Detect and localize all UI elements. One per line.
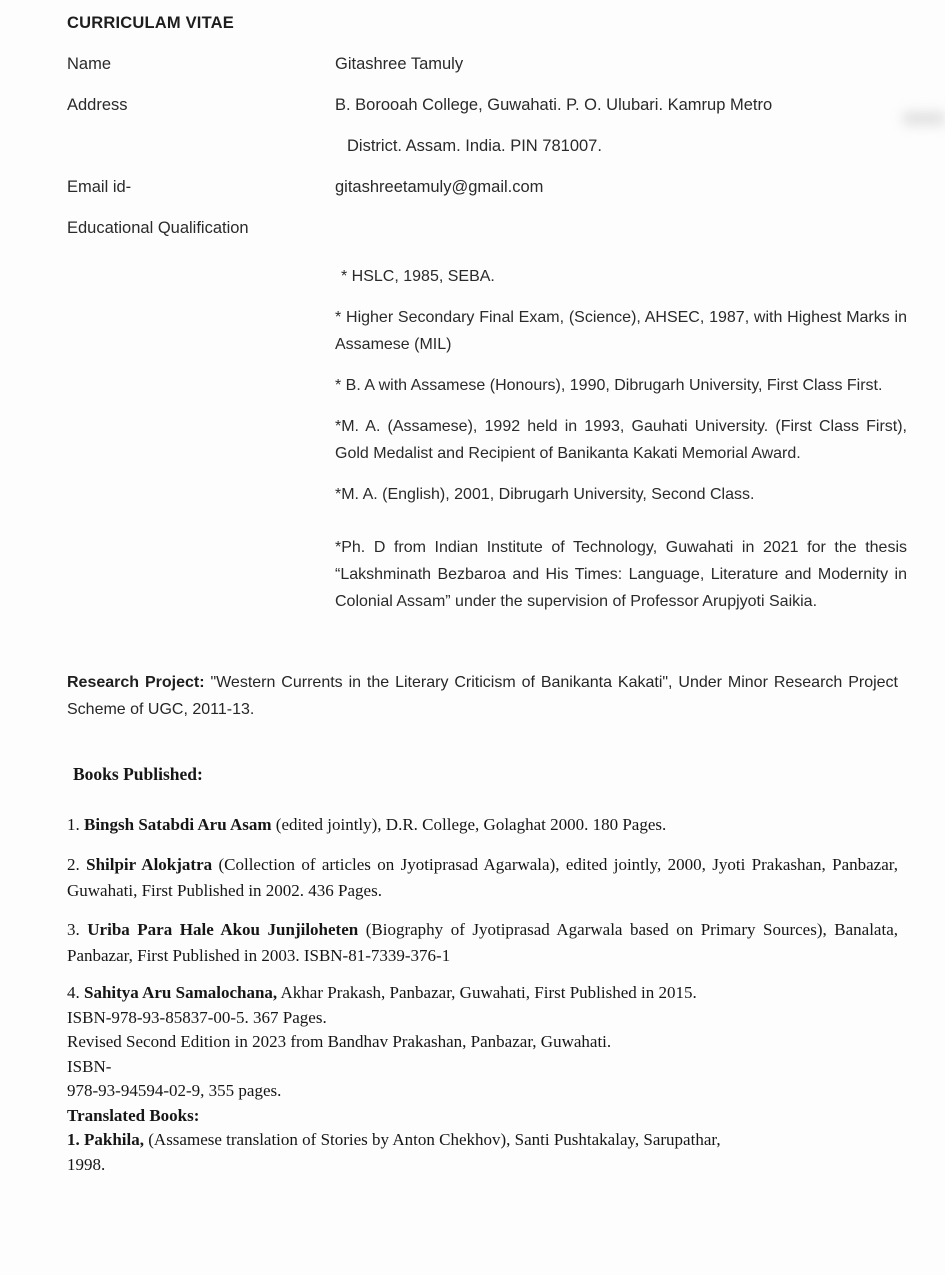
book-title: Sahitya Aru Samalochana, xyxy=(84,983,278,1002)
book-item-4-isbn1: ISBN-978-93-85837-00-5. 367 Pages. xyxy=(67,1007,327,1027)
book-details: (edited jointly), D.R. College, Golaghat 2000. 180 Pages. xyxy=(271,815,667,834)
contact-info-section xyxy=(67,56,898,237)
translated-book-item-1-year: 1998. xyxy=(67,1154,106,1174)
qualification-hs-final: * Higher Secondary Final Exam, (Science), AHSEC, 1987, with Highest Marks in Assamese (MIL) xyxy=(335,309,907,353)
translated-book-details: (Assamese translation of Stories by Anton Chekhov), Santi Pushtakalay, Sarupathar, xyxy=(144,1130,721,1149)
info-row-address-continued xyxy=(67,138,898,155)
book-number: 4. xyxy=(67,983,84,1002)
qualification-ma-english: *M. A. (English), 2001, Dibrugarh University, Second Class. xyxy=(335,486,755,503)
research-project-heading: Research Project: xyxy=(67,674,205,691)
qualification-ba: * B. A with Assamese (Honours), 1990, Dibrugarh University, First Class First. xyxy=(335,377,883,394)
address-value-line1: B. Borooah College, Guwahati. P. O. Ulubari. Kamrup Metro xyxy=(335,96,773,114)
book-title: Shilpir Alokjatra xyxy=(86,855,213,874)
name-label: Name xyxy=(67,55,112,73)
book-item-4-revised: Revised Second Edition in 2023 from Bandhav Prakashan, Panbazar, Guwahati. xyxy=(67,1032,612,1051)
book-number: 1. xyxy=(67,815,84,834)
book-number: 2. xyxy=(67,855,87,874)
address-label: Address xyxy=(67,96,128,114)
translated-books-section xyxy=(67,1104,898,1178)
book-item-4-line1 xyxy=(67,981,898,1006)
book-title: Bingsh Satabdi Aru Asam xyxy=(84,815,272,834)
email-label: Email id- xyxy=(67,178,132,196)
qualification-hslc: * HSLC, 1985, SEBA. xyxy=(341,268,495,285)
book-item-2 xyxy=(67,852,898,904)
translated-book-title: 1. Pakhila, xyxy=(67,1130,144,1149)
translated-books-heading: Translated Books: xyxy=(67,1105,200,1125)
qualification-phd: *Ph. D from Indian Institute of Technology, Guwahati in 2021 for the thesis “Lakshminath Bezbaroa and His Times: Language, Literature and Modernity in Colonial Assam” under the supervision of Professor Arupjyoti Saikia. xyxy=(335,539,907,610)
education-heading: Educational Qualification xyxy=(67,219,249,237)
book-item-4 xyxy=(67,981,898,1104)
info-row-education-heading xyxy=(67,220,898,237)
book-details: (Biography of Jyotiprasad Agarwala based on Primary Sources), Banalata, Panbazar, First Published in 2003. ISBN-81-7339-376-1 xyxy=(67,920,898,965)
book-item-1 xyxy=(67,812,898,838)
book-item-4-isbn2b: 978-93-94594-02-9, 355 pages. xyxy=(67,1081,282,1100)
name-value: Gitashree Tamuly xyxy=(335,55,464,73)
info-row-name xyxy=(67,56,898,73)
books-section xyxy=(67,765,898,1177)
info-row-address xyxy=(67,97,898,114)
book-details: Akhar Prakash, Panbazar, Guwahati, First Published in 2015. xyxy=(277,983,697,1002)
book-number: 3. xyxy=(67,920,88,939)
email-value: gitashreetamuly@gmail.com xyxy=(335,178,544,196)
research-project-paragraph xyxy=(67,669,898,723)
qualification-ma-assamese: *M. A. (Assamese), 1992 held in 1993, Gauhati University. (First Class First), Gold Medalist and Recipient of Banikanta Kakati Memorial Award. xyxy=(335,418,907,462)
address-label-blank xyxy=(67,138,335,155)
page-title: CURRICULAM VITAE xyxy=(67,14,234,32)
book-item-4-isbn2a: ISBN- xyxy=(67,1056,112,1076)
book-details: (Collection of articles on Jyotiprasad Agarwala), edited jointly, 2000, Jyoti Prakashan, Panbazar, Guwahati, First Published in 2002. 436 Pages. xyxy=(67,855,899,900)
info-row-email xyxy=(67,179,898,196)
translated-book-item-1 xyxy=(67,1128,898,1153)
book-title: Uriba Para Hale Akou Junjiloheten xyxy=(87,920,359,939)
education-section xyxy=(335,263,907,615)
scan-artifact xyxy=(903,112,945,125)
address-value-line2: District. Assam. India. PIN 781007. xyxy=(347,137,602,155)
research-project-text: "Western Currents in the Literary Criticism of Banikanta Kakati", Under Minor Research Project Scheme of UGC, 2011-13. xyxy=(67,674,898,718)
book-item-3 xyxy=(67,917,898,969)
books-published-heading: Books Published: xyxy=(73,764,203,784)
